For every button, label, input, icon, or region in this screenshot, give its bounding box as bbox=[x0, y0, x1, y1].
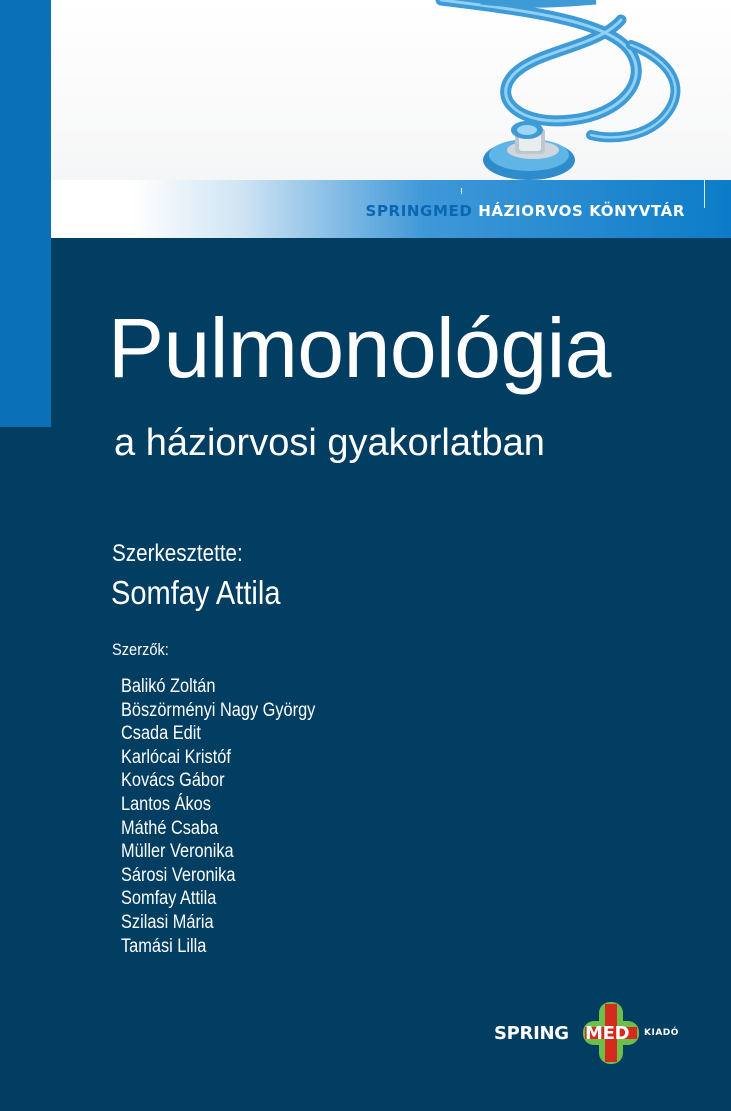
series-label bbox=[366, 202, 685, 220]
author-item: Karlócai Kristóf bbox=[121, 746, 231, 768]
publisher-med: MED bbox=[585, 1023, 630, 1044]
author-item: Müller Veronika bbox=[121, 841, 234, 863]
book-subtitle: a háziorvosi gyakorlatban bbox=[114, 422, 545, 464]
author-item: Böszörményi Nagy György bbox=[121, 699, 316, 721]
publisher-spring: SPRING bbox=[494, 1023, 569, 1044]
band-tick bbox=[461, 188, 462, 194]
author-item: Sárosi Veronika bbox=[121, 864, 236, 886]
authors-list bbox=[121, 675, 315, 958]
publisher-logo bbox=[494, 1002, 694, 1064]
authors-label: Szerzők: bbox=[112, 640, 169, 659]
editor-name: Somfay Attila bbox=[111, 574, 281, 611]
author-item: Szilasi Mária bbox=[121, 911, 214, 933]
series-name: HÁZIORVOS KÖNYVTÁR bbox=[478, 202, 685, 220]
author-item: Máthé Csaba bbox=[121, 817, 219, 839]
left-accent-strip bbox=[0, 0, 51, 427]
author-item: Kovács Gábor bbox=[121, 770, 225, 792]
series-band bbox=[51, 180, 731, 238]
series-brand: SPRINGMED bbox=[365, 202, 473, 220]
book-title: Pulmonológia bbox=[108, 301, 612, 395]
author-item: Balikó Zoltán bbox=[121, 676, 216, 697]
author-item: Csada Edit bbox=[121, 723, 201, 745]
band-divider bbox=[704, 180, 705, 208]
editor-label: Szerkesztette: bbox=[112, 540, 243, 567]
author-item: Lantos Ákos bbox=[121, 793, 211, 815]
author-item: Somfay Attila bbox=[121, 888, 217, 910]
publisher-kiado: KIADÓ bbox=[644, 1028, 679, 1038]
author-item: Tamási Lilla bbox=[121, 935, 207, 957]
